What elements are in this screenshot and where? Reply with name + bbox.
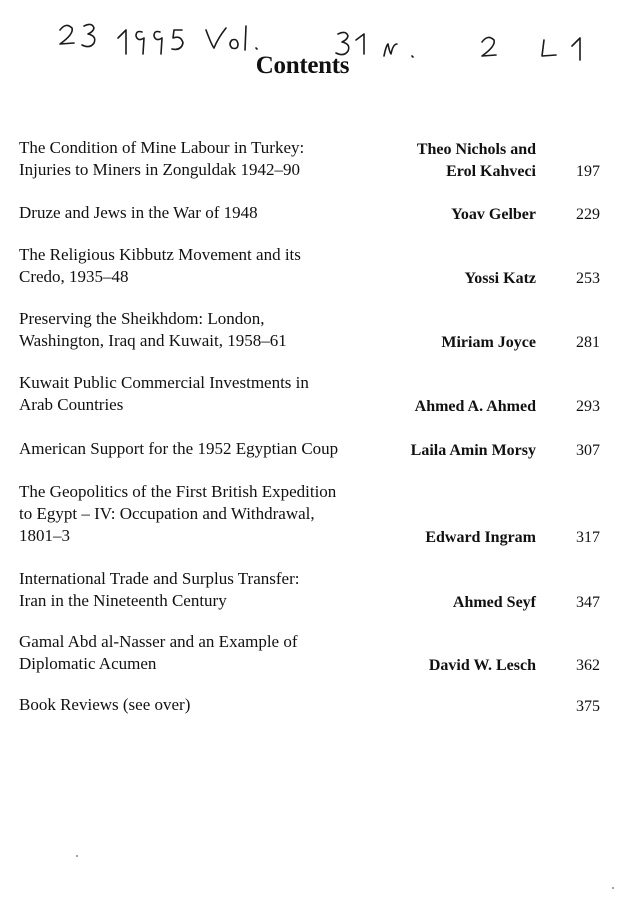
toc-entry <box>19 137 619 181</box>
entry-page-number: 281 <box>576 334 600 351</box>
toc-entry <box>19 372 619 416</box>
entry-title-line: Book Reviews (see over) <box>19 695 191 714</box>
entry-title-line: 1801–3 <box>19 526 70 545</box>
entry-title-line: Druze and Jews in the War of 1948 <box>19 203 258 222</box>
entry-title-line: Preserving the Sheikhdom: London, <box>19 309 265 328</box>
toc-entry <box>19 438 619 460</box>
toc-entry <box>19 202 619 224</box>
entry-page-number: 375 <box>576 698 600 715</box>
scan-speck <box>612 887 614 889</box>
page-title: Contents <box>255 52 350 79</box>
toc-entry <box>19 308 619 352</box>
entry-title-line: Injuries to Miners in Zonguldak 1942–90 <box>19 160 300 179</box>
entry-author: Ahmed A. Ahmed <box>414 398 536 415</box>
entry-title-line: to Egypt – IV: Occupation and Withdrawal, <box>19 504 315 523</box>
entry-author: Laila Amin Morsy <box>410 442 536 459</box>
entry-title-line: The Religious Kibbutz Movement and its <box>19 245 301 264</box>
entry-title-line: Kuwait Public Commercial Investments in <box>19 373 309 392</box>
entry-title-line: Arab Countries <box>19 395 124 414</box>
entry-title-line: The Condition of Mine Labour in Turkey: <box>19 138 305 157</box>
entry-title-line: Washington, Iraq and Kuwait, 1958–61 <box>19 331 287 350</box>
entry-title-line: Credo, 1935–48 <box>19 267 129 286</box>
toc-entry <box>19 481 619 547</box>
toc-entry <box>19 244 619 288</box>
entry-author: Miriam Joyce <box>441 334 536 351</box>
entry-page-number: 197 <box>576 163 600 180</box>
entry-title-line: Diplomatic Acumen <box>19 654 157 673</box>
entry-title-line: International Trade and Surplus Transfer: <box>19 569 300 588</box>
entry-author: Ahmed Seyf <box>452 594 536 611</box>
entry-page-number: 307 <box>576 442 600 459</box>
entry-author: Erol Kahveci <box>446 163 536 180</box>
entry-author: Theo Nichols and <box>416 141 536 158</box>
toc-entry <box>19 631 619 675</box>
entry-page-number: 229 <box>576 206 600 223</box>
entry-page-number: 293 <box>576 398 600 415</box>
entry-title-line: Gamal Abd al-Nasser and an Example of <box>19 632 298 651</box>
toc-entry <box>19 694 619 716</box>
scan-speck <box>76 855 78 857</box>
entry-author: Yoav Gelber <box>451 206 536 223</box>
entry-author: Yossi Katz <box>464 270 536 287</box>
entry-title-line: The Geopolitics of the First British Expedition <box>19 482 337 501</box>
entry-page-number: 347 <box>576 594 600 611</box>
entry-page-number: 253 <box>576 270 600 287</box>
entry-author: David W. Lesch <box>428 657 536 674</box>
entry-page-number: 362 <box>576 657 600 674</box>
entry-page-number: 317 <box>576 529 600 546</box>
entry-author: Edward Ingram <box>425 529 536 546</box>
entry-title-line: American Support for the 1952 Egyptian Coup <box>19 439 339 458</box>
toc-entry <box>19 568 619 612</box>
entry-title-line: Iran in the Nineteenth Century <box>19 591 227 610</box>
